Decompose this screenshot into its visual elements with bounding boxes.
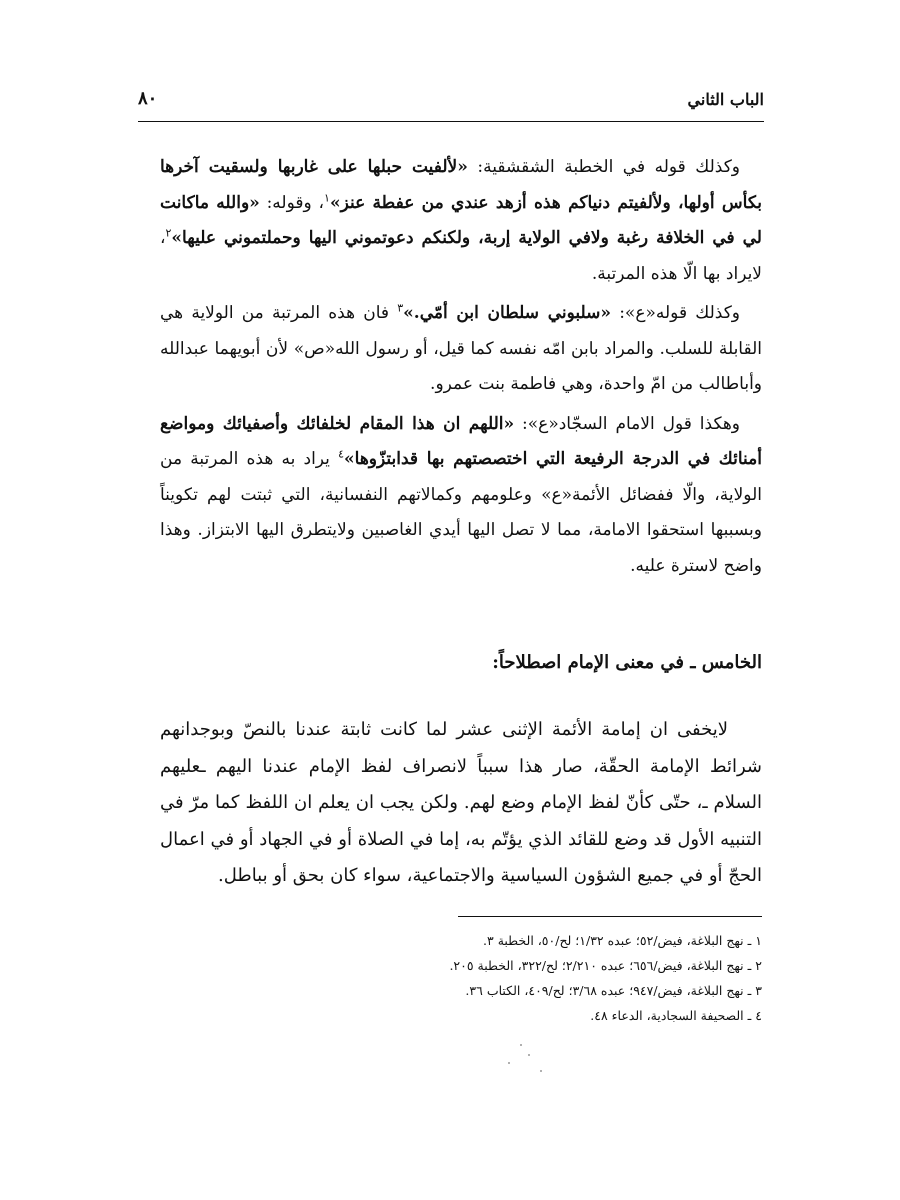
- header-rule: [138, 121, 764, 122]
- quotation: «والله ماكانت لي في الخلافة رغبة ولافي الولاية إربة، ولكنكم دعوتموني اليها وحملتموني عليها»: [160, 192, 762, 248]
- speck: [520, 1044, 522, 1046]
- footnote-ref: ٤: [338, 447, 345, 461]
- footnote-1: ١ ـ نهج البلاغة، فيض/٥٢؛ عبده ١/٣٢؛ لح/٥٠، الخطبة ٣.: [483, 933, 762, 948]
- footnote-2: ٢ ـ نهج البلاغة، فيض/٦٥٦؛ عبده ٢/٢١٠؛ لح/٣٢٢، الخطبة ٢٠٥.: [449, 958, 762, 973]
- footnote-ref: ٣: [397, 301, 404, 315]
- footnote-ref: ٢: [165, 226, 172, 240]
- paragraph-text: يراد به هذه المرتبة من الولاية، والّا ففضائل الأئمة«ع» وعلومهم وكمالاتهم النفسانية، التي ثبتت لهم تكويناً وبسببها استحقوا الامامة، مما لا تصل اليها أيدي الغاصبين ولايتطرق اليها الابتزاز. وهذا واضح لاسترة عليه.: [160, 449, 762, 576]
- footnote-rule: [458, 916, 762, 917]
- scan-specks: [500, 1040, 560, 1080]
- running-title: الباب الثاني: [687, 90, 764, 109]
- speck: [508, 1062, 510, 1064]
- paragraph-text: وكذلك قوله«ع»:: [611, 303, 741, 323]
- section-paragraph: لايخفى ان إمامة الأئمة الإثنى عشر لما كانت ثابتة عندنا بالنصّ وبوجدانهم شرائط الإمامة الحقّة، صار هذا سبباً لانصراف لفظ الإمام عندنا اليهم ـعليهم السلام ـ، حتّى كأنّ لفظ الإمام وضع لهم. ولكن يجب ان يعلم ان اللفظ كما مرّ في التنبيه الأول قد وضع للقائد الذي يؤتّم به، إما في الصلاة أو في الجهاد أو في اعمال الحجّ أو في جميع الشؤون السياسية والاجتماعية، سواء كان بحق أو بباطل.: [160, 719, 762, 886]
- body-text: [160, 150, 762, 584]
- section-heading: الخامس ـ في معنى الإمام اصطلاحاً:: [492, 652, 762, 673]
- page-number: ٨٠: [138, 88, 158, 109]
- footnotes: [300, 928, 762, 1028]
- body-paragraph: [160, 407, 762, 585]
- body-paragraph: [160, 296, 762, 403]
- footnote-4: ٤ ـ الصحيفة السجادية، الدعاء ٤٨.: [590, 1008, 762, 1023]
- section-body: [160, 712, 762, 895]
- body-paragraph: [160, 150, 762, 292]
- paragraph-text: وكذلك قوله في الخطبة الشقشقية:: [467, 157, 740, 177]
- speck: [528, 1054, 530, 1056]
- speck: [540, 1070, 542, 1072]
- quotation: «اللهم ان هذا المقام لخلفائك وأصفيائك ومواضع أمنائك في الدرجة الرفيعة التي اختصصتهم بها قدابتزّوها»: [160, 413, 762, 469]
- paragraph-text: ، لايراد بها الّا هذه المرتبة.: [160, 228, 762, 284]
- quotation: «سلبوني سلطان ابن أمّي.»: [403, 303, 612, 323]
- quotation: «لألفيت حبلها على غاربها ولسقيت آخرها بكأس أولها، ولألفيتم دنياكم هذه أزهد عندي من عفطة عنز»: [160, 157, 762, 213]
- footnote-3: ٣ ـ نهج البلاغة، فيض/٩٤٧؛ عبده ٣/٦٨؛ لح/٤٠٩، الكتاب ٣٦.: [465, 983, 762, 998]
- page-header: [138, 86, 764, 116]
- paragraph-text: فان هذه المرتبة من الولاية هي القابلة للسلب. والمراد بابن امّه نفسه كما قيل، أو رسول الله«ص» لأن أبويهما عبدالله وأباطالب من امّ واحدة، وهي فاطمة بنت عمرو.: [160, 303, 762, 394]
- paragraph-text: ، وقوله:: [259, 192, 325, 213]
- paragraph-text: وهكذا قول الامام السجّاد«ع»:: [514, 413, 741, 434]
- footnote-ref: ١: [324, 190, 330, 204]
